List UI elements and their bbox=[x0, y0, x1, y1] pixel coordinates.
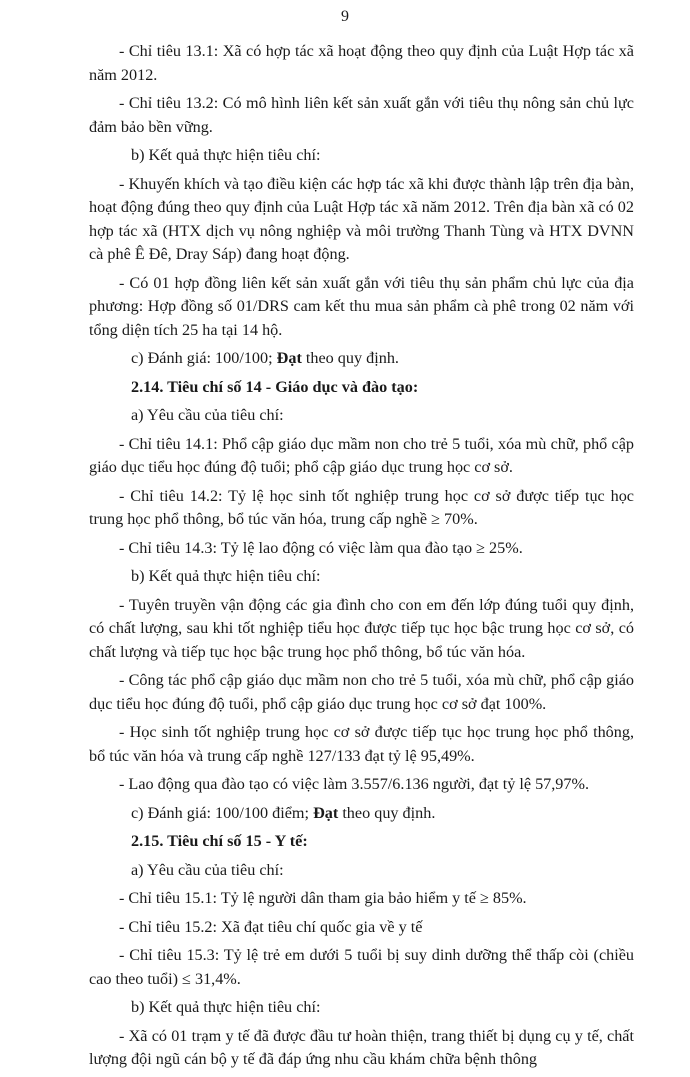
paragraph-13-1: - Chỉ tiêu 13.1: Xã có hợp tác xã hoạt động theo quy định của Luật Hợp tác xã năm 2012. bbox=[89, 42, 634, 84]
paragraph-results-heading-15: b) Kết quả thực hiện tiêu chí: bbox=[131, 998, 321, 1016]
paragraph-results-heading-13: b) Kết quả thực hiện tiêu chí: bbox=[131, 146, 321, 164]
document-body bbox=[89, 40, 634, 1077]
paragraph-14-2: - Chỉ tiêu 14.2: Tỷ lệ học sinh tốt nghiệp trung học cơ sở được tiếp tục học trung học phổ thông, bổ túc văn hóa, trung cấp nghề ≥ 70%. bbox=[89, 486, 634, 528]
paragraph-15-2: - Chỉ tiêu 15.2: Xã đạt tiêu chí quốc gia về y tế bbox=[119, 917, 423, 936]
paragraph-requirements-15: a) Yêu cầu của tiêu chí: bbox=[131, 860, 284, 879]
paragraph-results-heading-14: b) Kết quả thực hiện tiêu chí: bbox=[131, 567, 321, 585]
paragraph-14-3: - Chỉ tiêu 14.3: Tỷ lệ lao động có việc làm qua đào tạo ≥ 25%. bbox=[119, 538, 523, 557]
section-heading-14: 2.14. Tiêu chí số 14 - Giáo dục và đào tạo: bbox=[131, 377, 419, 396]
paragraph-graduates: - Học sinh tốt nghiệp trung học cơ sở được tiếp tục học trung học phổ thông, bổ túc văn hóa và trung cấp nghề 127/133 đạt tỷ lệ 95,49%. bbox=[89, 723, 634, 765]
page-number: 9 bbox=[341, 8, 349, 25]
paragraph-cooperatives: - Khuyến khích và tạo điều kiện các hợp tác xã khi được thành lập trên địa bàn, hoạt động đúng theo quy định của Luật Hợp tác xã năm 2012. Trên địa bàn xã có 02 hợp tác xã (HTX dịch vụ nông nghiệp và môi trường Thanh Tùng và HTX DVNN cà phê Ê Đê, Dray Sáp) đang hoạt động. bbox=[89, 174, 634, 263]
paragraph-evaluation-13 bbox=[89, 347, 634, 371]
evaluation-pass: Đạt bbox=[276, 349, 302, 367]
paragraph-15-1: - Chỉ tiêu 15.1: Tỷ lệ người dân tham gia bảo hiểm y tế ≥ 85%. bbox=[119, 889, 527, 907]
paragraph-requirements-14: a) Yêu cầu của tiêu chí: bbox=[131, 406, 284, 424]
paragraph-15-3: - Chỉ tiêu 15.3: Tỷ lệ trẻ em dưới 5 tuổi bị suy dinh dưỡng thể thấp còi (chiều cao theo tuổi) ≤ 31,4%. bbox=[89, 946, 634, 988]
paragraph-13-2: - Chỉ tiêu 13.2: Có mô hình liên kết sản xuất gắn với tiêu thụ nông sản chủ lực đảm bảo bền vững. bbox=[89, 94, 634, 136]
paragraph-trained-labor: - Lao động qua đào tạo có việc làm 3.557/6.136 người, đạt tỷ lệ 57,97%. bbox=[119, 775, 590, 793]
paragraph-health-station: - Xã có 01 trạm y tế đã được đầu tư hoàn thiện, trang thiết bị dụng cụ y tế, chất lượng đội ngũ cán bộ y tế đã đáp ứng nhu cầu khám chữa bệnh thông bbox=[89, 1026, 634, 1068]
paragraph-propaganda: - Tuyên truyền vận động các gia đình cho con em đến lớp đúng tuổi quy định, có chất lượng, sau khi tốt nghiệp tiểu học được tiếp tục học bậc trung học cơ sở, có chất lượng và tiếp tục học bậc trung học phổ thông, bổ túc văn hóa. bbox=[89, 595, 634, 661]
paragraph-universal-education: - Công tác phổ cập giáo dục mầm non cho trẻ 5 tuổi, xóa mù chữ, phổ cập giáo dục tiểu học đúng độ tuổi, phổ cập giáo dục trung học cơ sở đạt 100%. bbox=[89, 671, 634, 713]
evaluation-rest: theo quy định. bbox=[338, 803, 436, 822]
section-heading-15: 2.15. Tiêu chí số 15 - Y tế: bbox=[131, 832, 308, 850]
paragraph-contract: - Có 01 hợp đồng liên kết sản xuất gắn với tiêu thụ sản phẩm chủ lực của địa phương: Hợp đồng số 01/DRS cam kết thu mua sản phẩm cà phê trong 02 năm với tổng diện tích 25 ha tại 14 hộ. bbox=[89, 273, 634, 339]
evaluation-rest: theo quy định. bbox=[301, 349, 399, 367]
evaluation-pass: Đạt bbox=[313, 803, 339, 822]
evaluation-text: c) Đánh giá: 100/100; bbox=[131, 349, 277, 367]
paragraph-evaluation-14 bbox=[89, 802, 634, 826]
paragraph-14-1: - Chỉ tiêu 14.1: Phổ cập giáo dục mầm non cho trẻ 5 tuổi, xóa mù chữ, phổ cập giáo dục tiểu học đúng độ tuổi; phổ cập giáo dục trung học cơ sở. bbox=[89, 434, 634, 476]
evaluation-text: c) Đánh giá: 100/100 điểm; bbox=[131, 803, 314, 822]
